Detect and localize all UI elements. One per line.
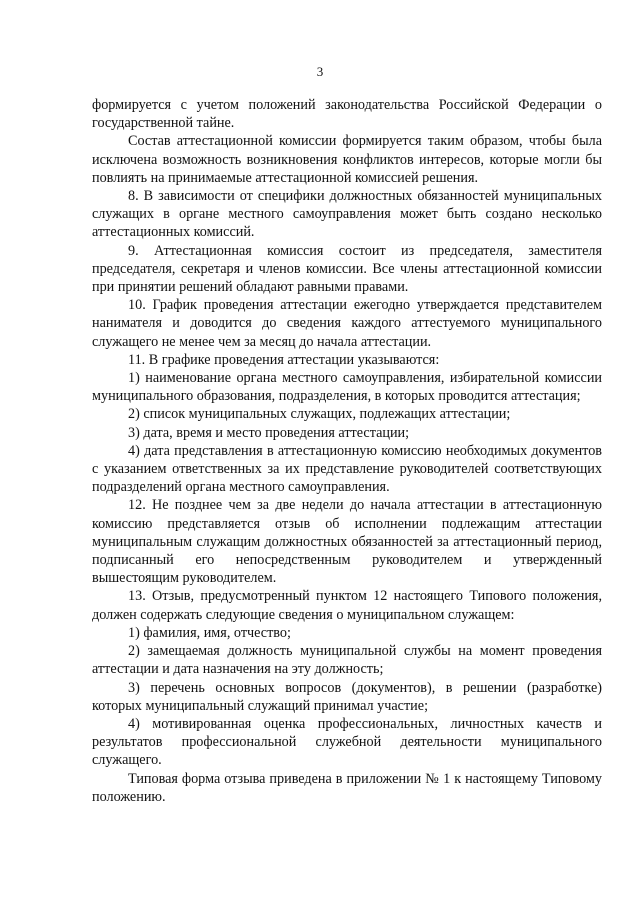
- paragraph-item-10: 10. График проведения аттестации ежегодно утверждается представителем нанимателя и доводится до сведения каждого аттестуемого муниципального служащего не менее чем за месяц до начала аттестации.: [92, 297, 602, 350]
- paragraph-item-12: 12. Не позднее чем за две недели до начала аттестации в аттестационную комиссию представляется отзыв об исполнении подлежащим аттестации муниципальным служащим должностных обязанностей за аттестационный период, подписанный его непосредственным руководителем и утвержденный вышестоящим руководителем.: [92, 497, 602, 587]
- list-item-13-2: 2) замещаемая должность муниципальной службы на момент проведения аттестации и дата назначения на эту должность;: [92, 643, 602, 678]
- list-item-13-3: 3) перечень основных вопросов (документов), в решении (разработке) которых муниципальный служащий принимал участие;: [92, 679, 602, 714]
- paragraph-item-11: 11. В графике проведения аттестации указываются:: [128, 351, 440, 368]
- paragraph-appendix-reference: Типовая форма отзыва приведена в приложении № 1 к настоящему Типовому положению.: [92, 770, 602, 805]
- list-item-11-2: 2) список муниципальных служащих, подлежащих аттестации;: [128, 406, 511, 423]
- document-body: [92, 96, 602, 806]
- paragraph-commission-composition: Состав аттестационной комиссии формируется таким образом, чтобы была исключена возможность возникновения конфликтов интересов, которые могли бы повлиять на принимаемые аттестационной комиссией решения.: [92, 133, 602, 186]
- list-item-11-4: 4) дата представления в аттестационную комиссию необходимых документов с указанием ответственных за их представление руководителей соответствующих подразделений органа местного самоуправления.: [92, 442, 602, 496]
- paragraph-item-8: 8. В зависимости от специфики должностных обязанностей муниципальных служащих в органе местного самоуправления может быть создано несколько аттестационных комиссий.: [92, 188, 602, 241]
- paragraph-continuation: формируется с учетом положений законодательства Российской Федерации о государственной тайне.: [92, 97, 602, 132]
- list-item-13-4: 4) мотивированная оценка профессиональных, личностных качеств и результатов профессиональной служебной деятельности муниципального служащего.: [92, 715, 602, 769]
- paragraph-item-13: 13. Отзыв, предусмотренный пунктом 12 настоящего Типового положения, должен содержать следующие сведения о муниципальном служащем:: [92, 588, 602, 623]
- list-item-11-1: 1) наименование органа местного самоуправления, избирательной комиссии муниципального образования, подразделения, в которых проводится аттестация;: [92, 370, 602, 405]
- list-item-13-1: 1) фамилия, имя, отчество;: [128, 624, 291, 641]
- list-item-11-3: 3) дата, время и место проведения аттестации;: [128, 424, 410, 441]
- paragraph-item-9: 9. Аттестационная комиссия состоит из председателя, заместителя председателя, секретаря и членов комиссии. Все члены аттестационной комиссии при принятии решений обладают равными правами.: [92, 242, 602, 296]
- page-number: 3: [316, 64, 324, 79]
